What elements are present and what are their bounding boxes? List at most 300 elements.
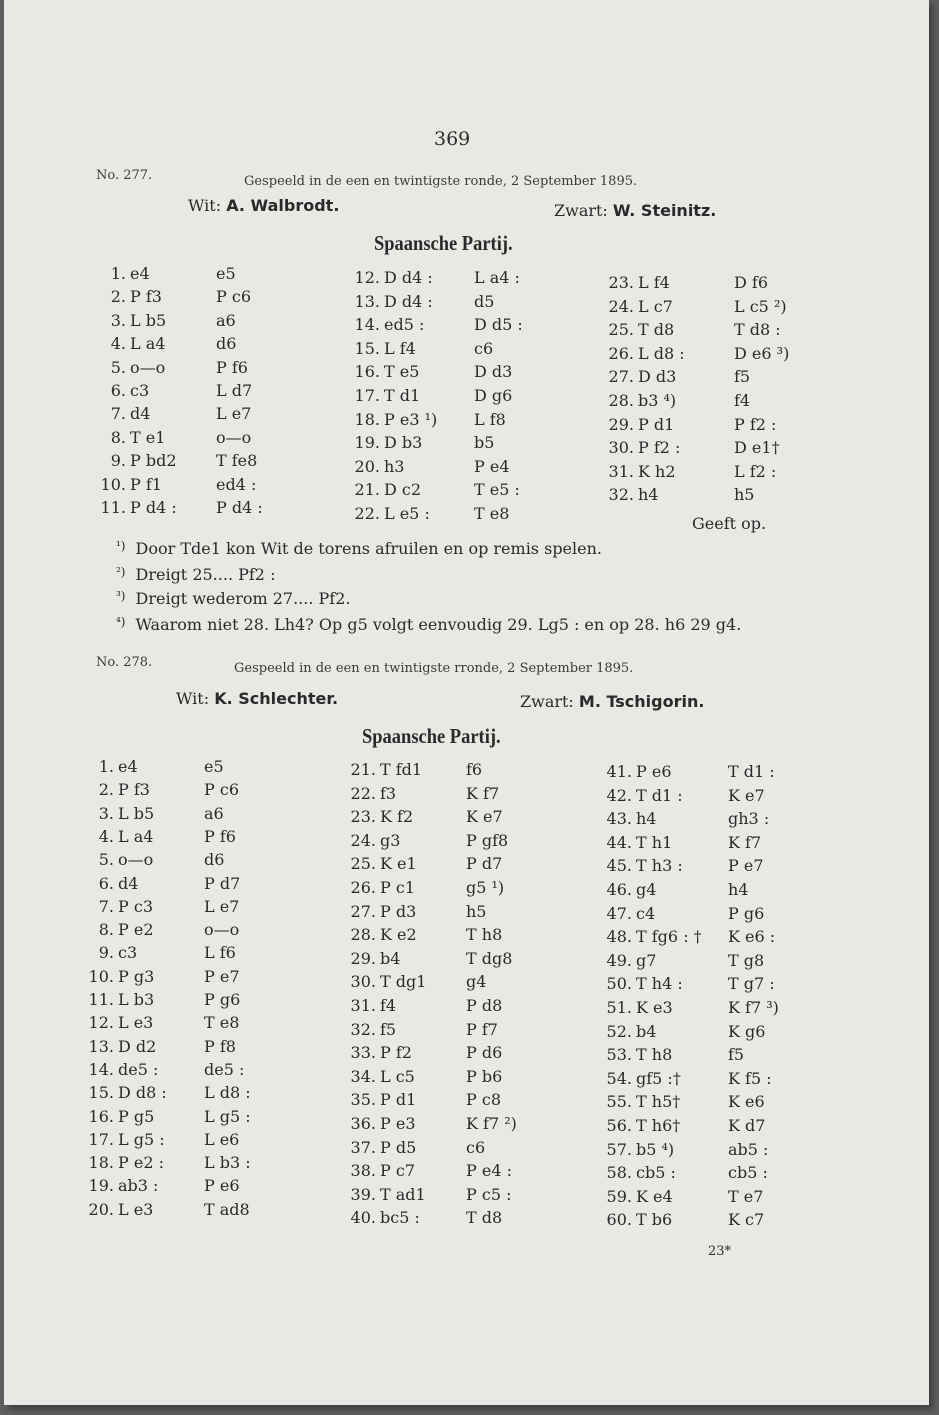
- white-move: b5 ⁴): [636, 1139, 675, 1159]
- white-move: cb5 :: [636, 1163, 676, 1183]
- black-move: P g6: [204, 990, 241, 1009]
- game2-black-player: [520, 692, 704, 711]
- white-move: T d8: [638, 320, 675, 340]
- white-move: P e3 ¹): [384, 409, 438, 429]
- white-move: c3: [118, 943, 138, 963]
- game1-header: Gespeeld in de een en twintigste ronde, 2 September 1895.: [244, 174, 638, 189]
- white-move: P f3: [118, 780, 150, 800]
- white-move: T e1: [130, 427, 166, 447]
- move-number: 17.: [88, 1129, 114, 1149]
- white-move: T ad1: [380, 1184, 426, 1204]
- white-move: L g5 :: [118, 1129, 165, 1149]
- black-move: L c5 ²): [734, 296, 787, 316]
- black-move: d6: [216, 334, 237, 354]
- white-move: g4: [636, 880, 657, 899]
- white-move: f3: [380, 783, 397, 803]
- move-number: 22.: [354, 504, 380, 523]
- white-move: h4: [636, 809, 657, 829]
- black-move: T d8: [466, 1208, 503, 1228]
- white-move: L b3: [118, 990, 155, 1009]
- footnote-text: Door Tde1 kon Wit de torens afruilen en op remis spelen.: [135, 539, 602, 558]
- white-move: P c7: [380, 1161, 415, 1181]
- black-move: P d6: [466, 1043, 503, 1063]
- black-move: P e7: [728, 856, 764, 876]
- move-number: 2.: [110, 287, 126, 307]
- white-move: d4: [130, 404, 151, 424]
- white-move: K e2: [380, 925, 417, 945]
- black-move: K e6: [728, 1092, 765, 1112]
- white-move: f5: [380, 1019, 397, 1039]
- footnote-text: Dreigt 25.... Pf2 :: [135, 565, 276, 584]
- black-move: D e1†: [734, 438, 780, 458]
- white-move: T dg1: [380, 972, 427, 992]
- black-move: P g6: [728, 903, 765, 923]
- signature-mark: 23*: [708, 1244, 732, 1259]
- black-move: P f7: [466, 1019, 498, 1039]
- move-number: 41.: [606, 762, 632, 781]
- white-move: ed5 :: [384, 315, 425, 335]
- footnote: [116, 539, 602, 558]
- black-move: f4: [734, 391, 751, 410]
- black-move: L g5 :: [204, 1106, 251, 1126]
- move-number: 8.: [110, 427, 126, 447]
- white-move: P f2: [380, 1043, 412, 1063]
- black-move: L d7: [216, 381, 253, 400]
- black-move: P f8: [204, 1036, 236, 1056]
- black-move: K f7 ³): [728, 998, 779, 1017]
- black-move: D f6: [734, 273, 769, 292]
- white-move: b4: [380, 948, 401, 968]
- white-move: K f2: [380, 807, 414, 827]
- white-move: T e5: [384, 362, 420, 382]
- black-move: f5: [734, 367, 751, 387]
- move-number: 20.: [88, 1199, 114, 1219]
- move-number: 32.: [608, 485, 634, 505]
- black-move: P e4 :: [466, 1161, 512, 1181]
- move-number: 59.: [606, 1186, 632, 1206]
- white-move: T fg6 : †: [636, 927, 702, 947]
- black-label: Zwart:: [554, 201, 608, 220]
- black-move: L b3 :: [204, 1153, 251, 1173]
- black-move: P gf8: [466, 830, 509, 850]
- black-move: D g6: [474, 386, 513, 405]
- white-move: D c2: [384, 480, 422, 500]
- move-number: 46.: [606, 880, 632, 899]
- black-move: gh3 :: [728, 809, 770, 829]
- black-move: L a4 :: [474, 268, 520, 287]
- black-move: g5 ¹): [466, 878, 505, 897]
- black-move: c6: [474, 338, 494, 358]
- move-number: 25.: [350, 854, 376, 874]
- move-number: 44.: [606, 832, 632, 852]
- move-number: 26.: [350, 878, 376, 897]
- black-label: Zwart:: [520, 692, 574, 711]
- black-move: g4: [466, 972, 487, 992]
- move-number: 16.: [88, 1106, 114, 1126]
- move-number: 6.: [98, 873, 114, 893]
- move-number: 42.: [606, 785, 632, 805]
- white-move: P bd2: [130, 451, 177, 471]
- black-move: K e7: [728, 785, 765, 805]
- white-move: b4: [636, 1021, 657, 1041]
- game1-opening-title: Spaansche Partij.: [374, 231, 513, 255]
- white-move: L a4: [130, 334, 166, 354]
- move-number: 29.: [350, 948, 376, 968]
- white-move: g7: [636, 950, 657, 970]
- move-number: 15.: [354, 338, 380, 358]
- footnote-mark: ³): [116, 589, 126, 603]
- black-move: T e7: [728, 1186, 764, 1206]
- footnote-text: Dreigt wederom 27.... Pf2.: [135, 589, 351, 608]
- black-move: P c5 :: [466, 1184, 512, 1204]
- move-number: 43.: [606, 809, 632, 829]
- white-move: L d8 :: [638, 343, 685, 363]
- move-number: 14.: [354, 315, 380, 335]
- black-move: K f5 :: [728, 1068, 772, 1088]
- black-move: cb5 :: [728, 1163, 768, 1183]
- move-number: 9.: [98, 943, 114, 963]
- white-move: P g3: [118, 966, 155, 986]
- move-number: 13.: [354, 291, 380, 311]
- black-move: L e7: [204, 896, 240, 916]
- move-number: 36.: [350, 1114, 376, 1133]
- white-move: T b6: [636, 1210, 673, 1230]
- white-move: T h5†: [636, 1092, 681, 1112]
- white-move: T h4 :: [636, 974, 683, 994]
- black-move: d6: [204, 850, 225, 870]
- white-move: D d3: [638, 367, 677, 387]
- move-number: 12.: [88, 1013, 114, 1033]
- black-move: P e6: [204, 1176, 240, 1196]
- white-move: L f4: [384, 338, 416, 358]
- white-move: ab3 :: [118, 1176, 159, 1196]
- black-move: L f2 :: [734, 461, 777, 481]
- move-number: 21.: [354, 480, 380, 500]
- move-number: 54.: [606, 1068, 632, 1088]
- white-move: P d1: [638, 414, 675, 434]
- move-number: 8.: [98, 920, 114, 940]
- black-move: f5: [728, 1045, 745, 1065]
- move-number: 5.: [110, 357, 126, 377]
- black-move: h4: [728, 880, 749, 899]
- move-number: 57.: [606, 1139, 632, 1159]
- move-number: 53.: [606, 1045, 632, 1065]
- move-number: 52.: [606, 1021, 632, 1041]
- white-label: Wit:: [176, 689, 210, 708]
- white-move: P f3: [130, 287, 162, 307]
- black-move: T dg8: [466, 948, 513, 968]
- white-move: D d2: [118, 1036, 157, 1056]
- white-move: bc5 :: [380, 1208, 420, 1228]
- white-move: P d4 :: [130, 498, 177, 517]
- move-number: 16.: [354, 362, 380, 382]
- white-move: L a4: [118, 826, 154, 846]
- black-move: P d7: [204, 873, 241, 893]
- white-move: L c7: [638, 296, 673, 316]
- black-move: P f6: [216, 357, 248, 377]
- white-move: T fd1: [380, 760, 423, 779]
- move-number: 26.: [608, 343, 634, 363]
- black-move: P e7: [204, 966, 240, 986]
- black-name: M. Tschigorin.: [578, 692, 705, 711]
- move-number: 9.: [110, 451, 126, 471]
- footnote: [116, 589, 350, 608]
- move-number: 45.: [606, 856, 632, 876]
- black-move: K e6 :: [728, 927, 776, 947]
- move-number: 19.: [88, 1176, 114, 1196]
- white-move: L f4: [638, 273, 670, 292]
- footnote-text: Waarom niet 28. Lh4? Op g5 volgt eenvoudig 29. Lg5 : en op 28. h6 29 g4.: [135, 615, 742, 634]
- game1-number: No. 277.: [96, 168, 153, 183]
- game2-header: Gespeeld in de een en twintigste rronde, 2 September 1895.: [234, 661, 634, 676]
- black-move: a6: [204, 803, 224, 823]
- white-move: T h1: [636, 832, 673, 852]
- move-number: 18.: [88, 1153, 114, 1173]
- footnote: [116, 565, 275, 584]
- move-number: 22.: [350, 783, 376, 803]
- black-move: f6: [466, 760, 483, 779]
- move-number: 28.: [350, 925, 376, 945]
- move-number: 38.: [350, 1161, 376, 1181]
- black-move: P c6: [204, 780, 239, 800]
- white-move: K e3: [636, 998, 673, 1017]
- move-number: 1.: [110, 264, 126, 283]
- move-number: 30.: [608, 438, 634, 458]
- white-move: T h6†: [636, 1116, 681, 1135]
- move-number: 4.: [110, 334, 126, 354]
- white-move: L e3: [118, 1199, 154, 1219]
- black-move: T e8: [204, 1013, 240, 1033]
- white-move: D b3: [384, 433, 423, 453]
- game2-white-player: [176, 689, 338, 708]
- book-page: [4, 0, 929, 1405]
- footnote-mark: ⁴): [116, 615, 126, 629]
- black-move: T g8: [728, 950, 765, 970]
- white-move: P e3: [380, 1114, 416, 1133]
- black-move: D d3: [474, 362, 513, 382]
- black-move: ab5 :: [728, 1139, 769, 1159]
- white-move: K h2: [638, 461, 676, 481]
- move-number: 3.: [98, 803, 114, 823]
- white-name: A. Walbrodt.: [226, 196, 340, 215]
- white-move: L e3: [118, 1013, 154, 1033]
- black-move: P c8: [466, 1090, 501, 1110]
- white-move: P e2 :: [118, 1153, 164, 1173]
- black-move: e5: [216, 264, 236, 283]
- move-number: 33.: [350, 1043, 376, 1063]
- move-number: 11.: [100, 498, 126, 517]
- black-move: L f8: [474, 409, 506, 429]
- move-number: 10.: [88, 966, 114, 986]
- black-move: L e6: [204, 1129, 240, 1149]
- move-number: 51.: [606, 998, 632, 1017]
- black-move: ed4 :: [216, 474, 257, 494]
- move-number: 12.: [354, 268, 380, 287]
- move-number: 32.: [350, 1019, 376, 1039]
- white-move: K e4: [636, 1186, 673, 1206]
- footnote-mark: ¹): [116, 539, 126, 553]
- white-move: e4: [118, 757, 138, 776]
- footnote: [116, 615, 741, 634]
- game1-result: Geeft op.: [692, 514, 767, 533]
- black-name: W. Steinitz.: [612, 201, 717, 220]
- black-move: K c7: [728, 1210, 765, 1230]
- black-move: c6: [466, 1137, 486, 1157]
- white-move: L e5 :: [384, 504, 430, 523]
- move-number: 24.: [608, 296, 634, 316]
- white-move: P e6: [636, 762, 672, 781]
- white-move: b3 ⁴): [638, 391, 677, 410]
- black-move: T ad8: [204, 1199, 250, 1219]
- move-number: 30.: [350, 972, 376, 992]
- footnote-mark: ²): [116, 565, 126, 579]
- white-move: o—o: [118, 850, 154, 870]
- black-move: P f2 :: [734, 414, 777, 434]
- move-number: 23.: [350, 807, 376, 827]
- white-move: D d4 :: [384, 268, 433, 287]
- white-move: P f2 :: [638, 438, 681, 458]
- move-number: 2.: [98, 780, 114, 800]
- move-number: 25.: [608, 320, 634, 340]
- black-move: P c6: [216, 287, 251, 307]
- move-number: 6.: [110, 381, 126, 400]
- game1-white-player: [188, 196, 339, 215]
- white-move: L c5: [380, 1066, 415, 1086]
- move-number: 7.: [110, 404, 126, 424]
- white-move: P f1: [130, 474, 162, 494]
- move-number: 31.: [608, 461, 634, 481]
- move-number: 10.: [100, 474, 126, 494]
- move-number: 24.: [350, 830, 376, 850]
- move-number: 48.: [606, 927, 632, 947]
- move-number: 39.: [350, 1184, 376, 1204]
- move-number: 37.: [350, 1137, 376, 1157]
- move-number: 40.: [350, 1208, 376, 1228]
- page-number: 369: [434, 128, 471, 150]
- move-number: 17.: [354, 386, 380, 405]
- white-move: e4: [130, 264, 150, 283]
- white-move: P g5: [118, 1106, 155, 1126]
- white-move: L b5: [118, 803, 155, 823]
- black-move: T e5 :: [474, 480, 520, 500]
- white-move: c4: [636, 903, 656, 923]
- black-move: L f6: [204, 943, 236, 963]
- move-number: 60.: [606, 1210, 632, 1230]
- black-move: K f7 ²): [466, 1114, 517, 1133]
- white-move: L b5: [130, 310, 167, 330]
- move-number: 56.: [606, 1116, 632, 1135]
- black-move: T d8 :: [734, 320, 781, 340]
- black-move: K e7: [466, 807, 503, 827]
- move-number: 31.: [350, 996, 376, 1015]
- black-move: P e4: [474, 456, 510, 476]
- move-number: 58.: [606, 1163, 632, 1183]
- black-move: K g6: [728, 1021, 766, 1041]
- white-move: P d1: [380, 1090, 417, 1110]
- white-move: D d8 :: [118, 1083, 167, 1103]
- white-move: h3: [384, 456, 405, 476]
- black-move: h5: [466, 901, 487, 921]
- black-move: T fe8: [216, 451, 258, 471]
- black-move: de5 :: [204, 1059, 245, 1079]
- black-move: o—o: [204, 920, 240, 940]
- move-number: 27.: [350, 901, 376, 921]
- move-number: 29.: [608, 414, 634, 434]
- black-move: D d5 :: [474, 315, 523, 335]
- black-move: T e8: [474, 504, 510, 523]
- white-move: T h8: [636, 1045, 673, 1065]
- move-number: 15.: [88, 1083, 114, 1103]
- white-move: P e2: [118, 920, 154, 940]
- white-move: P c1: [380, 878, 415, 897]
- move-number: 5.: [98, 850, 114, 870]
- move-number: 7.: [98, 896, 114, 916]
- move-number: 3.: [110, 310, 126, 330]
- move-number: 19.: [354, 433, 380, 453]
- move-number: 28.: [608, 391, 634, 410]
- white-move: P c3: [118, 896, 153, 916]
- move-number: 14.: [88, 1059, 114, 1079]
- black-move: e5: [204, 757, 224, 776]
- white-move: gf5 :†: [636, 1068, 681, 1088]
- move-number: 20.: [354, 456, 380, 476]
- black-move: T g7 :: [728, 974, 775, 994]
- move-number: 47.: [606, 903, 632, 923]
- black-move: D e6 ³): [734, 343, 790, 363]
- black-move: P d4 :: [216, 498, 263, 517]
- game2-opening-title: Spaansche Partij.: [362, 724, 501, 748]
- move-number: 23.: [608, 273, 634, 292]
- game1-black-player: [554, 201, 716, 220]
- black-move: K f7: [466, 783, 500, 803]
- white-move: d4: [118, 873, 139, 893]
- move-number: 1.: [98, 757, 114, 776]
- white-move: T d1 :: [636, 785, 683, 805]
- white-move: K e1: [380, 854, 417, 874]
- black-move: T h8: [466, 925, 503, 945]
- white-move: f4: [380, 996, 397, 1015]
- black-move: a6: [216, 310, 236, 330]
- white-move: T d1: [384, 386, 421, 405]
- black-move: P d7: [466, 854, 503, 874]
- black-move: d5: [474, 291, 495, 311]
- game2-number: No. 278.: [96, 655, 153, 670]
- move-number: 55.: [606, 1092, 632, 1112]
- move-number: 18.: [354, 409, 380, 429]
- move-number: 11.: [88, 990, 114, 1009]
- white-move: h4: [638, 485, 659, 505]
- black-move: L e7: [216, 404, 252, 424]
- move-number: 49.: [606, 950, 632, 970]
- move-number: 13.: [88, 1036, 114, 1056]
- white-move: P d3: [380, 901, 417, 921]
- move-number: 21.: [350, 760, 376, 779]
- black-move: K d7: [728, 1116, 766, 1135]
- white-move: g3: [380, 830, 401, 850]
- white-move: c3: [130, 381, 150, 400]
- white-move: o—o: [130, 357, 166, 377]
- move-number: 35.: [350, 1090, 376, 1110]
- black-move: h5: [734, 485, 755, 505]
- black-move: o—o: [216, 427, 252, 447]
- move-number: 27.: [608, 367, 634, 387]
- black-move: P d8: [466, 996, 503, 1015]
- white-move: de5 :: [118, 1059, 159, 1079]
- white-move: D d4 :: [384, 291, 433, 311]
- move-number: 34.: [350, 1066, 376, 1086]
- white-label: Wit:: [188, 196, 222, 215]
- white-move: P d5: [380, 1137, 417, 1157]
